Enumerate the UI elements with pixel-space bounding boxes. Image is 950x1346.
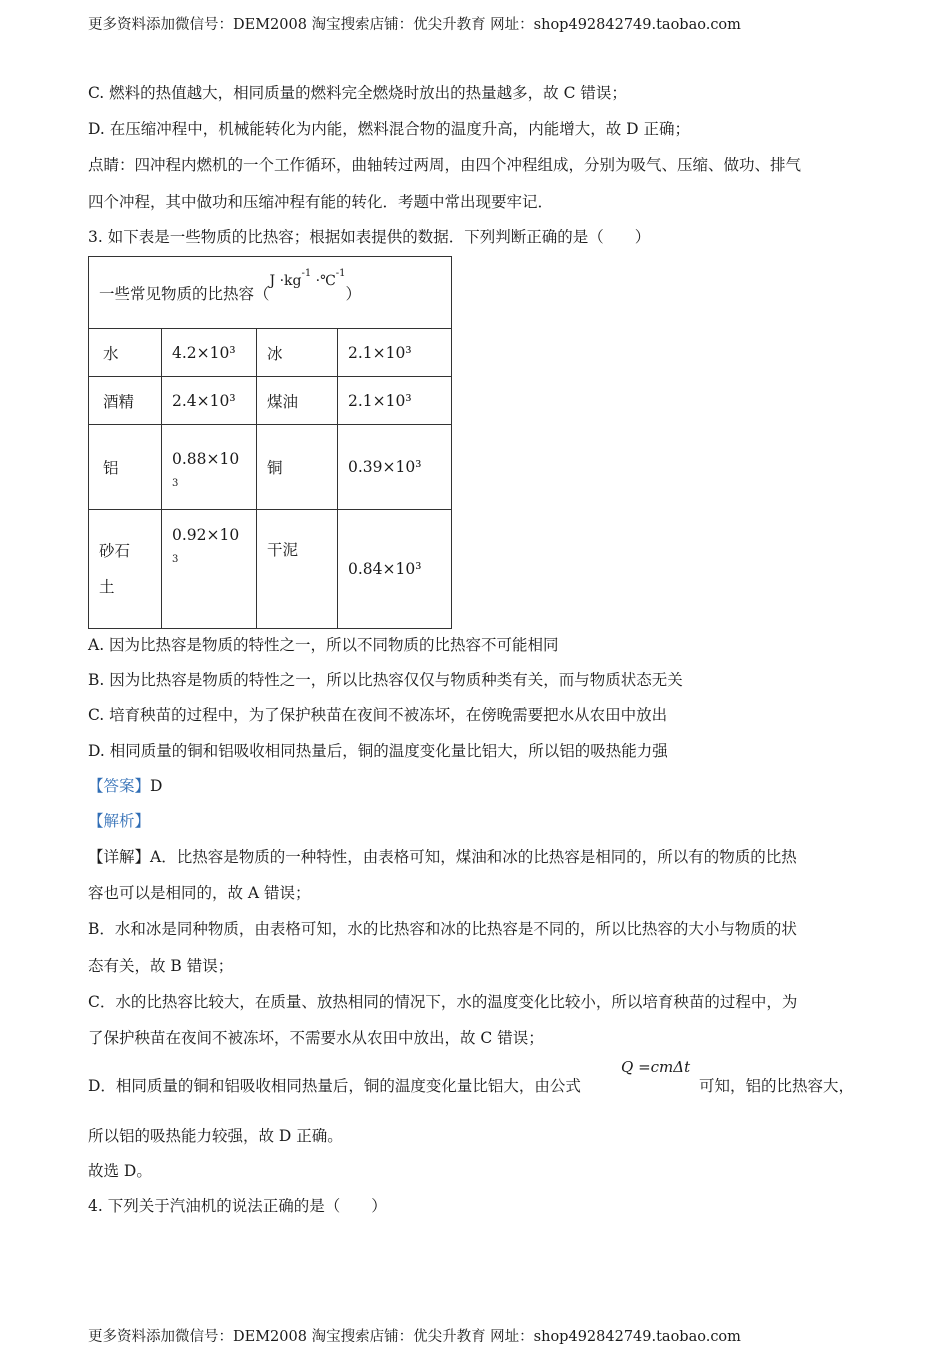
- table-row: [89, 510, 452, 629]
- detail-a-line-2: 容也可以是相同的，故 A 错误；: [88, 884, 311, 902]
- q3-option-a: A. 因为比热容是物质的特性之一，所以不同物质的比热容不可能相同: [88, 636, 559, 654]
- detail-d-line-1-post: 可知，铝的比热容大，: [699, 1077, 855, 1095]
- value-cell: 2.1×10³: [338, 377, 452, 425]
- material-cell: 酒精: [89, 377, 162, 425]
- answer-value: D: [150, 777, 163, 795]
- value-cell: 2.4×10³: [162, 377, 257, 425]
- q3-option-c: C. 培育秧苗的过程中，为了保护秧苗在夜间不被冻坏，在傍晚需要把水从农田中放出: [88, 706, 668, 724]
- material-cell: 煤油: [257, 377, 338, 425]
- table-row: [89, 377, 452, 425]
- q3-stem: 3. 如下表是一些物质的比热容；根据如表提供的数据．下列判断正确的是（ ）: [88, 228, 651, 246]
- table-title-row: [89, 257, 452, 329]
- material-cell: 干泥: [257, 510, 338, 629]
- q2-option-d-explanation: D. 在压缩冲程中，机械能转化为内能，燃料混合物的温度升高，内能增大，故 D 正确；: [88, 120, 691, 138]
- q4-stem: 4. 下列关于汽油机的说法正确的是（ ）: [88, 1197, 387, 1215]
- value-cell: 0.39×10³: [338, 425, 452, 510]
- value-cell: 0.84×10³: [338, 510, 452, 629]
- q3-option-b: B. 因为比热容是物质的特性之一，所以比热容仅仅与物质种类有关，而与物质状态无关: [88, 671, 683, 689]
- value-cell: 0.88×10 3: [162, 425, 257, 510]
- table-row: [89, 425, 452, 510]
- q2-option-c-explanation: C. 燃料的热值越大，相同质量的燃料完全燃烧时放出的热量越多，故 C 错误；: [88, 84, 627, 102]
- specific-heat-table: [88, 256, 452, 629]
- q3-answer: [88, 774, 162, 796]
- detail-b-line-1: B．水和冰是同种物质，由表格可知，水的比热容和冰的比热容是不同的，所以比热容的大小与物质的状: [88, 920, 797, 938]
- detail-b-line-2: 态有关，故 B 错误；: [88, 957, 234, 975]
- table-title: 一些常见物质的比热容（$J \cdot kg^{-1}$ ·℃$^{-1}$）: [89, 257, 452, 329]
- formula-q-cm-dt: Q =cmΔt: [621, 1058, 691, 1076]
- material-cell: 铜: [257, 425, 338, 510]
- page-footer: 更多资料添加微信号：DEM2008 淘宝搜索店铺：优尖升教育 网址：shop492842749.taobao.com: [88, 1329, 741, 1345]
- table-row: [89, 329, 452, 377]
- value-cell: 2.1×10³: [338, 329, 452, 377]
- material-cell: 铝: [89, 425, 162, 510]
- q3-option-d: D. 相同质量的铜和铝吸收相同热量后，铜的温度变化量比铝大，所以铝的吸热能力强: [88, 742, 668, 760]
- value-cell: 4.2×10³: [162, 329, 257, 377]
- detail-tag: 【详解】: [88, 848, 151, 866]
- conclusion: 故选 D。: [88, 1162, 152, 1180]
- analysis-tag: 【解析】: [88, 812, 151, 830]
- detail-d-line-2: 所以铝的吸热能力较强，故 D 正确。: [88, 1127, 343, 1145]
- material-cell: 冰: [257, 329, 338, 377]
- material-cell: 水: [89, 329, 162, 377]
- page-header: 更多资料添加微信号：DEM2008 淘宝搜索店铺：优尖升教育 网址：shop492842749.taobao.com: [88, 17, 741, 33]
- detail-a-line-1: 【详解】A．比热容是物质的一种特性，由表格可知，煤油和冰的比热容是相同的，所以有的物质的比热: [88, 848, 797, 866]
- detail-d-line-1-pre: D．相同质量的铜和铝吸收相同热量后，铜的温度变化量比铝大，由公式: [88, 1077, 581, 1095]
- material-cell: 砂石 土: [89, 510, 162, 629]
- q2-note-line-1: 点睛：四冲程内燃机的一个工作循环，曲轴转过两周，由四个冲程组成，分别为吸气、压缩、做功、排气: [88, 156, 802, 174]
- detail-c-line-2: 了保护秧苗在夜间不被冻坏，不需要水从农田中放出，故 C 错误；: [88, 1029, 544, 1047]
- q2-note-line-2: 四个冲程，其中做功和压缩冲程有能的转化．考题中常出现要牢记．: [88, 193, 554, 211]
- answer-tag: 【答案】: [88, 777, 151, 795]
- value-cell: 0.92×10 3: [162, 510, 257, 629]
- detail-c-line-1: C．水的比热容比较大，在质量、放热相同的情况下，水的温度变化比较小，所以培育秧苗的过程中，为: [88, 993, 798, 1011]
